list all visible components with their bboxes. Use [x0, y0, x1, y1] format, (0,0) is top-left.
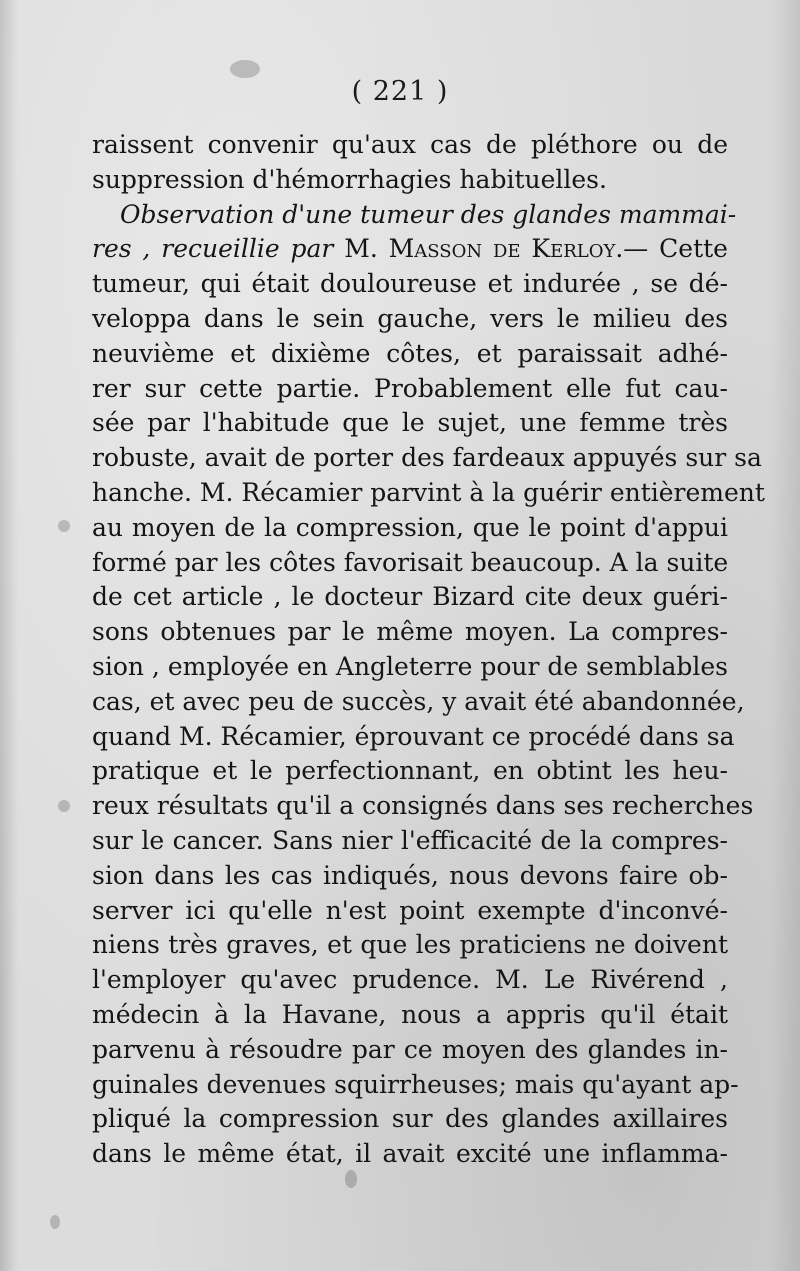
text-line: médecin à la Havane, nous a appris qu'il était [92, 999, 728, 1029]
body-text [92, 128, 765, 1172]
text-line: quand M. Récamier, éprouvant ce procédé dans sa [92, 721, 735, 751]
text-line: suppression d'hémorrhagies habituelles. [92, 164, 607, 194]
page-number: ( 221 ) [351, 76, 449, 107]
text-line: tumeur, qui était douloureuse et indurée , se dé- [92, 269, 728, 299]
text-line: veloppa dans le sein gauche, vers le milieu des [92, 303, 728, 333]
text-line: cas, et avec peu de succès, y avait été abandonnée, [92, 686, 745, 716]
text-line: pliqué la compression sur des glandes axillaires [92, 1104, 728, 1134]
text-line [92, 232, 728, 267]
text-line: pratique et le perfectionnant, en obtint les heu- [92, 756, 728, 786]
text-run: Observation d'une tumeur des glandes mammai- [120, 199, 737, 229]
text-line: l'employer qu'avec prudence. M. Le Rivérend , [92, 965, 728, 995]
ink-smudge [58, 800, 70, 812]
text-line: hanche. M. Récamier parvint à la guérir entièrement [92, 477, 765, 507]
ink-smudge [50, 1215, 60, 1229]
text-line: au moyen de la compression, que le point d'appui [92, 512, 728, 542]
text-line: raissent convenir qu'aux cas de pléthore ou de [92, 130, 728, 159]
text-line: neuvième et dixième côtes, et paraissait adhé- [92, 338, 728, 368]
text-line: sion , employée en Angleterre pour de semblables [92, 651, 728, 681]
text-line: robuste, avait de porter des fardeaux appuyés sur sa [92, 443, 762, 473]
text-line: rer sur cette partie. Probablement elle fut cau- [92, 373, 728, 403]
text-line: sion dans les cas indiqués, nous devons faire ob- [92, 860, 728, 890]
text-line: dans le même état, il avait excité une inflamma- [92, 1139, 728, 1169]
text-line: sons obtenues par le même moyen. La compres- [92, 617, 728, 647]
text-line: parvenu à résoudre par ce moyen des glandes in- [92, 1034, 728, 1064]
text-line: de cet article , le docteur Bizard cite deux guéri- [92, 582, 728, 612]
text-run: res , recueillie par [92, 234, 345, 264]
text-line: sée par l'habitude que le sujet, une femme très [92, 408, 728, 438]
text-line: reux résultats qu'il a consignés dans ses recherches [92, 791, 754, 821]
text-run: .— Cette [615, 234, 728, 264]
text-run: Masson de Kerloy [388, 234, 616, 264]
text-line: guinales devenues squirrheuses; mais qu'ayant ap- [92, 1069, 739, 1099]
text-run: M. [344, 234, 389, 264]
text-line: niens très graves, et que les praticiens ne doivent [92, 930, 728, 960]
text-line: server ici qu'elle n'est point exempte d'inconvé- [92, 895, 728, 925]
text-line [92, 198, 737, 233]
text-line: formé par les côtes favorisait beaucoup. A la suite [92, 547, 729, 577]
text-line: sur le cancer. Sans nier l'efficacité de la compres- [92, 825, 728, 855]
ink-smudge [345, 1170, 357, 1188]
ink-smudge [58, 520, 70, 532]
